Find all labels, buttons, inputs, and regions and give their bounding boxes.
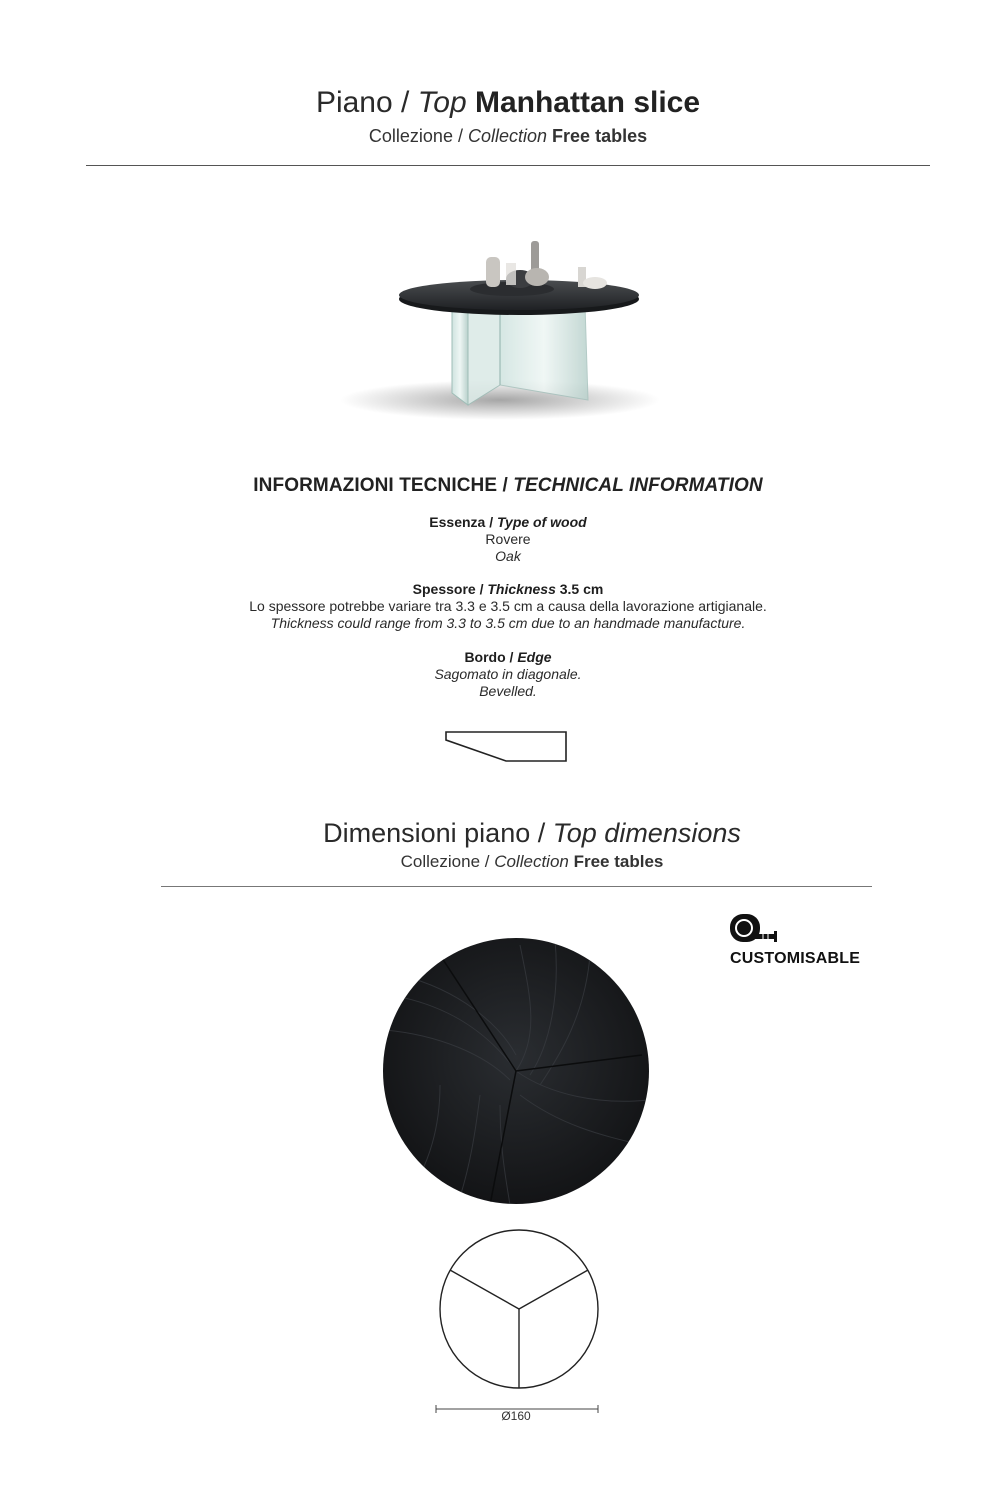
- tech-heading-en: TECHNICAL INFORMATION: [513, 475, 763, 496]
- wood-value-it: Rovere: [485, 531, 531, 547]
- table-top-photo: [380, 935, 652, 1207]
- diameter-label: Ø160: [501, 1409, 531, 1423]
- wood-value-en: Oak: [495, 548, 521, 564]
- dim-collection-name: Free tables: [573, 852, 664, 871]
- table-product-image: [200, 215, 800, 450]
- wood-label-it: Essenza /: [429, 514, 494, 530]
- thickness-label-it: Spessore /: [412, 581, 484, 597]
- header-divider: [86, 165, 930, 166]
- edge-value-en: Bevelled.: [479, 683, 537, 699]
- dimensions-title: [32, 818, 1000, 849]
- collection-label-en: Collection: [467, 126, 548, 146]
- thickness-label: [8, 581, 1000, 597]
- dim-collection-label-en: Collection: [494, 852, 569, 871]
- thickness-label-en: Thickness: [487, 581, 556, 597]
- wood-type-label: [8, 514, 1000, 530]
- edge-label-it: Bordo /: [464, 649, 514, 665]
- table-top-drawing: [425, 1222, 615, 1427]
- collection-label-it: Collezione /: [368, 126, 463, 146]
- title-it: Piano /: [315, 86, 410, 119]
- product-name: Manhattan slice: [474, 86, 701, 119]
- page-title: [8, 86, 1000, 120]
- edge-label: [8, 649, 1000, 665]
- edge-label-en: Edge: [517, 649, 552, 665]
- edge-value-it: Sagomato in diagonale.: [434, 666, 582, 682]
- dimensions-subtitle: [32, 852, 1000, 872]
- tech-info-heading: [8, 475, 1000, 497]
- tape-measure-icon: [729, 912, 781, 948]
- dimensions-divider: [161, 886, 872, 887]
- tech-heading-it: INFORMAZIONI TECNICHE /: [253, 475, 508, 496]
- collection-subtitle: [8, 126, 1000, 147]
- dimensions-title-it: Dimensioni piano /: [323, 818, 546, 848]
- thickness-note-it: Lo spessore potrebbe variare tra 3.3 e 3.5 cm a causa della lavorazione artigianale.: [249, 598, 767, 614]
- thickness-value: 3.5 cm: [559, 581, 604, 597]
- customisable-label: CUSTOMISABLE: [730, 950, 861, 967]
- dimensions-title-en: Top dimensions: [552, 818, 741, 848]
- wood-label-en: Type of wood: [497, 514, 587, 530]
- dim-collection-label-it: Collezione /: [400, 852, 490, 871]
- title-en: Top: [417, 86, 467, 119]
- collection-name: Free tables: [552, 126, 648, 146]
- edge-profile-drawing: [440, 726, 572, 766]
- thickness-note-en: Thickness could range from 3.3 to 3.5 cm due to an handmade manufacture.: [270, 615, 746, 631]
